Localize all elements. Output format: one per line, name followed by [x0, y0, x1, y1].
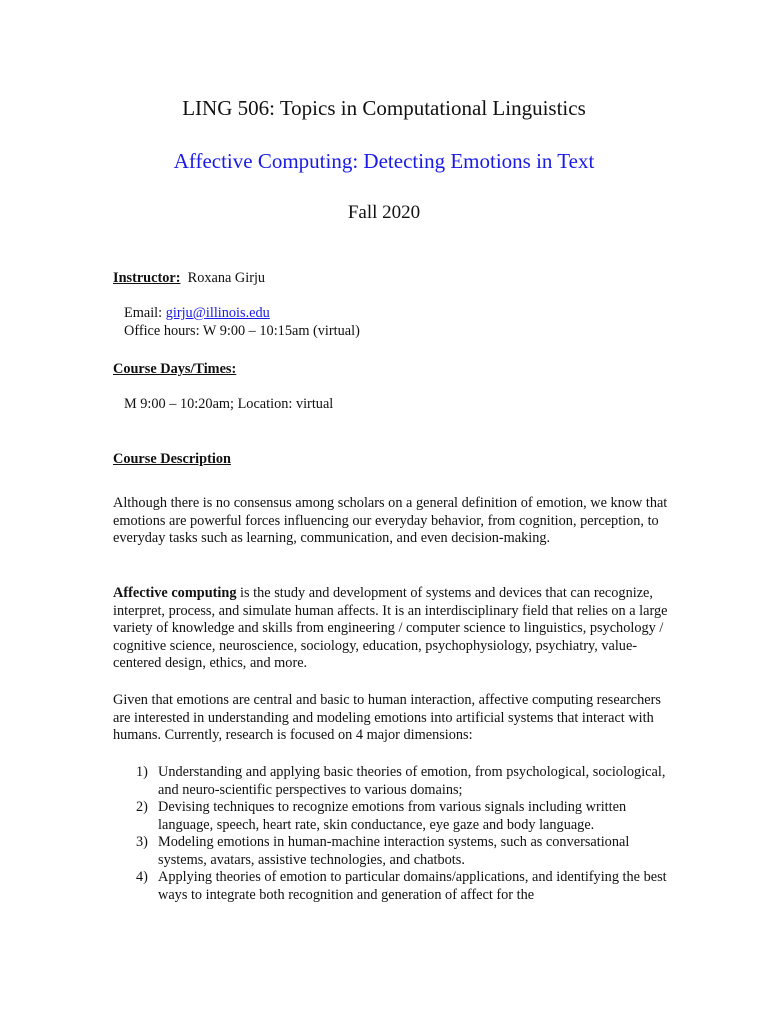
description-heading-block	[113, 451, 673, 469]
email-link[interactable]: girju@illinois.edu	[165, 305, 270, 321]
email-line	[113, 305, 673, 323]
description-para-2	[113, 585, 673, 673]
instructor-name: Roxana Girju	[187, 270, 266, 286]
course-term: Fall 2020	[347, 202, 421, 223]
schedule-text: M 9:00 – 10:20am; Location: virtual	[124, 396, 334, 412]
schedule-label: Course Days/Times:	[113, 361, 237, 377]
list-item	[113, 799, 673, 834]
list-item	[113, 764, 673, 799]
instructor-section	[113, 270, 673, 340]
paragraph-dimensions-intro: Given that emotions are central and basic to human interaction, affective computing researchers are interested in understanding and modeling emotions into artificial systems that interact with humans. Currently, research is focused on 4 major dimensions:	[113, 692, 661, 743]
paragraph-affective-computing	[113, 585, 673, 673]
list-item	[113, 834, 673, 869]
list-item	[113, 869, 673, 904]
list-item-text: Devising techniques to recognize emotions from various signals including written language, speech, heart rate, skin conductance, eye gaze and body language.	[158, 799, 627, 833]
list-item-text: Modeling emotions in human-machine interaction systems, such as conversational systems, avatars, assistive technologies, and chatbots.	[158, 834, 630, 868]
description-para-1	[113, 495, 673, 548]
list-item-number: 2)	[136, 799, 148, 815]
dimensions-list	[113, 764, 673, 904]
description-label: Course Description	[113, 451, 231, 467]
course-title: LING 506: Topics in Computational Linguistics	[182, 96, 586, 120]
schedule-section	[113, 361, 673, 414]
description-para-3	[113, 692, 673, 745]
list-item-text: Understanding and applying basic theories of emotion, from psychological, sociological, and neuro-scientific perspectives to various domains;	[158, 764, 666, 798]
affective-computing-text: is the study and development of systems and devices that can recognize, interpret, process, and simulate human affects. It is an interdisciplinary field that relies on a large variety of knowledge and skills from engineering / computer science to linguistics, psychology / cognitive science, neuroscience, sociology, education, psychophysiology, psychiatry, value-centered design, ethics, and more.	[113, 585, 668, 671]
list-item-number: 3)	[136, 834, 148, 850]
email-label: Email:	[124, 305, 163, 321]
instructor-line	[113, 270, 673, 288]
course-subtitle: Affective Computing: Detecting Emotions in Text	[173, 149, 595, 173]
affective-computing-term: Affective computing	[113, 585, 237, 601]
office-hours: Office hours: W 9:00 – 10:15am (virtual)	[124, 322, 360, 339]
list-item-number: 1)	[136, 764, 148, 780]
paragraph-definition: Although there is no consensus among scholars on a general definition of emotion, we know that emotions are powerful forces influencing our everyday behavior, from cognition, perception, to everyday tasks such as learning, communication, and even decision-making.	[113, 495, 668, 546]
instructor-label: Instructor:	[113, 270, 181, 286]
list-item-text: Applying theories of emotion to particular domains/applications, and identifying the best ways to integrate both recognition and generation of affect for the	[158, 869, 667, 903]
list-item-number: 4)	[136, 869, 148, 885]
